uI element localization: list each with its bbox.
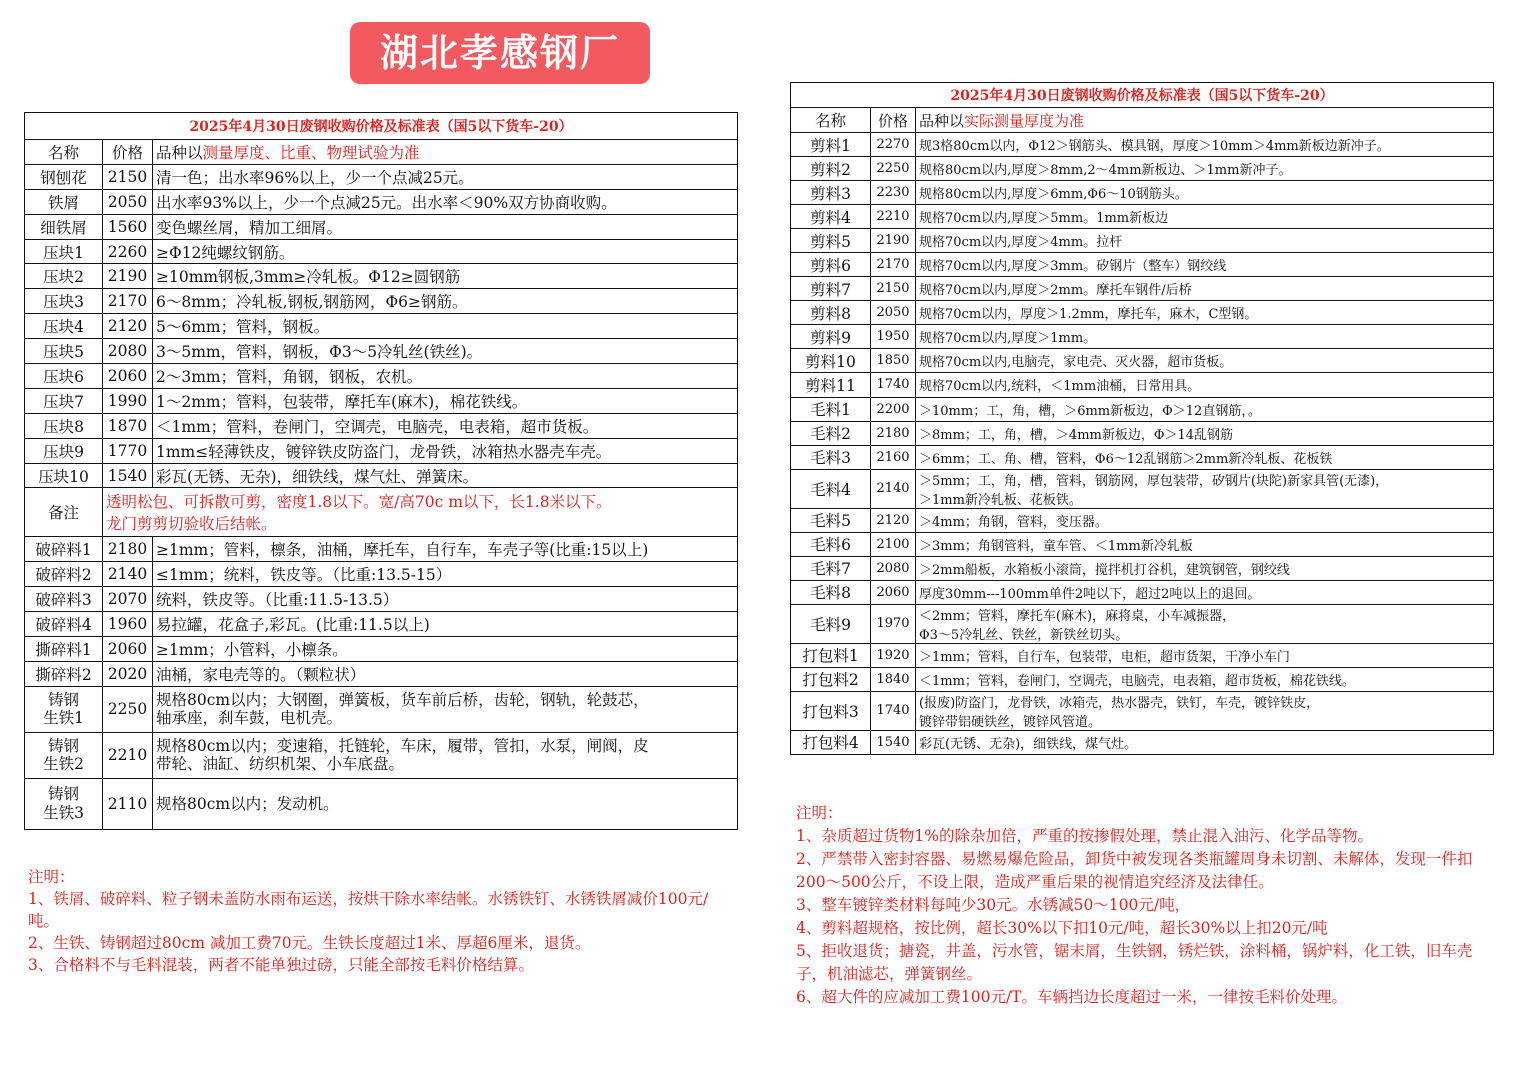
- right-table-title: 2025年4月30日废钢收购价格及标准表（国5以下货车-20）: [791, 83, 1494, 108]
- left-item-row: [25, 264, 738, 289]
- right-item-price: 2100: [871, 532, 916, 556]
- right-item-row: [791, 691, 1494, 730]
- left-cast-desc: [153, 732, 738, 778]
- left-item-desc: 6～8mm；冷轧板,钢板,钢筋网，Φ6≥钢筋。: [153, 289, 738, 314]
- right-item-row: [791, 421, 1494, 445]
- right-item-desc: 规格70cm以内，厚度＞1.2mm，摩托车，麻木，C型钢。: [916, 301, 1494, 325]
- cast-name-line: 生铁1: [43, 709, 84, 728]
- note-line: 3、合格料不与毛料混装，两者不能单独过磅，只能全部按毛料价格结算。: [28, 956, 534, 974]
- desc-line: 轴承座，刹车鼓，电机壳。: [156, 709, 343, 728]
- right-item-price: 2200: [871, 397, 916, 421]
- right-item-desc: 规3格80cm以内，Φ12＞钢筋头、模具钢，厚度＞10mm＞4mm新板边新冲子。: [916, 133, 1494, 157]
- left-item-desc: ≥10mm钢板,3mm≥冷轧板。Φ12≥圆钢筋: [153, 264, 738, 289]
- note-line: 注明：: [28, 868, 75, 886]
- cast-name-line: 生铁3: [43, 803, 84, 822]
- left-item-desc: ≥Φ12纯螺纹钢筋。: [153, 239, 738, 264]
- right-item-row: [791, 580, 1494, 604]
- left-item-row: [25, 562, 738, 587]
- right-header-price: 价格: [871, 108, 916, 133]
- left-item-name: 撕碎料1: [25, 637, 103, 662]
- cast-name-line: 生铁2: [43, 755, 84, 774]
- right-item-desc: 规格70cm以内,统料，＜1mm油桶，日常用具。: [916, 373, 1494, 397]
- right-item-row: [791, 508, 1494, 532]
- left-item-price: 2170: [103, 289, 153, 314]
- right-item-name: 剪料4: [791, 205, 871, 229]
- left-item-desc: ≤1mm；统料，铁皮等。（比重:13.5-15）: [153, 562, 738, 587]
- left-item-name: 压块9: [25, 438, 103, 463]
- desc-line: 规格80cm以内；大钢圈，弹簧板，货车前后桥，齿轮，钢轨，轮鼓芯，: [156, 690, 649, 709]
- right-item-row: [791, 730, 1494, 754]
- left-item-desc: 清一色；出水率96%以上，少一个点减25元。: [153, 164, 738, 189]
- right-item-name: 剪料6: [791, 253, 871, 277]
- left-item-desc: 出水率93%以上，少一个点减25元。出水率＜90%双方协商收购。: [153, 189, 738, 214]
- cast-name-line: 铸钢: [47, 736, 79, 755]
- left-item-name: 压块6: [25, 364, 103, 389]
- right-item-desc: ＜1mm；管料，卷闸门，空调壳，电脑壳，电表箱，超市货板，棉花铁线。: [916, 667, 1494, 691]
- right-item-name: 剪料5: [791, 229, 871, 253]
- right-item-price: 2150: [871, 277, 916, 301]
- right-item-desc: ＞3mm；角钢管料，童车管、＜1mm新冷轧板: [916, 532, 1494, 556]
- right-item-name: 剪料11: [791, 373, 871, 397]
- left-item-name: 压块1: [25, 239, 103, 264]
- right-item-desc: 规格70cm以内,厚度＞2mm。摩托车钢件/后桥: [916, 277, 1494, 301]
- desc-line: Φ3～5冷轧丝、铁丝，新铁丝切头。: [919, 627, 1129, 643]
- desc-line: 镀锌带铝硬铁丝，镀锌风管道。: [919, 714, 1102, 730]
- left-remark-label: 备注: [25, 488, 103, 537]
- desc-line: 规格80cm以内；发动机。: [156, 794, 339, 813]
- right-item-price: 2210: [871, 205, 916, 229]
- left-item-row: [25, 661, 738, 686]
- right-item-name: 毛料5: [791, 508, 871, 532]
- note-line: 4、剪料超规格，按比例，超长30%以下扣10元/吨，超长30%以上扣20元/吨: [796, 919, 1328, 937]
- right-item-name: 打包料4: [791, 730, 871, 754]
- right-item-desc: ＞4mm；角钢，管料，变压器。: [916, 508, 1494, 532]
- left-table-title: 2025年4月30日废钢收购价格及标准表（国5以下货车-20）: [25, 113, 738, 140]
- right-item-desc: 彩瓦(无锈、无杂)，细铁线，煤气灶。: [916, 730, 1494, 754]
- right-item-price: 2120: [871, 508, 916, 532]
- left-cast-row: [25, 686, 738, 732]
- left-cast-price: 2210: [103, 732, 153, 778]
- left-cast-desc: [153, 686, 738, 732]
- left-item-desc: 彩瓦(无锈、无杂)，细铁线，煤气灶、弹簧床。: [153, 463, 738, 488]
- left-item-desc: ≥1mm；管料，檩条，油桶，摩托车，自行车，车壳子等(比重:15以上): [153, 537, 738, 562]
- right-item-row: [791, 301, 1494, 325]
- left-item-price: 1540: [103, 463, 153, 488]
- left-item-price: 2070: [103, 587, 153, 612]
- right-item-price: 2060: [871, 580, 916, 604]
- left-item-row: [25, 388, 738, 413]
- left-remark-row: [25, 488, 738, 537]
- left-item-name: 压块10: [25, 463, 103, 488]
- right-item-name: 毛料6: [791, 532, 871, 556]
- left-item-name: 撕碎料2: [25, 661, 103, 686]
- right-item-row: [791, 277, 1494, 301]
- desc-line: 龙门剪剪切验收后结帐。: [106, 515, 277, 534]
- left-item-desc: 1mm≤轻薄铁皮，镀锌铁皮防盗门，龙骨铁，冰箱热水器壳车壳。: [153, 438, 738, 463]
- right-item-name: 毛料9: [791, 604, 871, 643]
- left-item-desc: ≥1mm；小管料，小檩条。: [153, 637, 738, 662]
- left-item-price: 2050: [103, 189, 153, 214]
- left-item-row: [25, 314, 738, 339]
- right-item-row: [791, 469, 1494, 508]
- right-item-price: 1850: [871, 349, 916, 373]
- right-item-name: 剪料2: [791, 157, 871, 181]
- right-item-desc: 规格70cm以内,厚度＞5mm。1mm新板边: [916, 205, 1494, 229]
- right-price-table: [790, 82, 1494, 755]
- left-item-price: 2120: [103, 314, 153, 339]
- right-item-price: 1920: [871, 643, 916, 667]
- desc-line: 透明松包、可拆散可剪，密度1.8以下。宽/高70c m以下，长1.8米以下。: [106, 493, 612, 512]
- right-item-desc: ＞10mm；工，角，槽，＞6mm新板边，Φ＞12直钢筋，。: [916, 397, 1494, 421]
- desc-line: 带轮、油缸、纺织机架、小车底盘。: [156, 755, 405, 774]
- right-item-desc: ＞6mm；工、角、槽，管料，Φ6～12乱钢筋＞2mm新冷轧板、花板铁: [916, 445, 1494, 469]
- right-item-desc: 规格70cm以内,厚度＞4mm。拉杆: [916, 229, 1494, 253]
- right-item-price: 2140: [871, 469, 916, 508]
- left-item-name: 压块4: [25, 314, 103, 339]
- left-item-row: [25, 364, 738, 389]
- left-item-name: 压块3: [25, 289, 103, 314]
- right-item-name: 毛料8: [791, 580, 871, 604]
- right-item-price: 2190: [871, 229, 916, 253]
- right-item-name: 打包料1: [791, 643, 871, 667]
- left-header-desc-red: 测量厚度、比重、物理试验为准: [202, 143, 420, 162]
- left-item-row: [25, 537, 738, 562]
- left-item-desc: 油桶，家电壳等的。（颗粒状）: [153, 661, 738, 686]
- right-item-name: 剪料8: [791, 301, 871, 325]
- right-item-price: 1740: [871, 373, 916, 397]
- right-item-row: [791, 643, 1494, 667]
- desc-line: 规格80cm以内；变速箱，托链轮，车床，履带，管扣，水泵，闸阀，皮: [156, 736, 649, 755]
- right-item-price: 2180: [871, 421, 916, 445]
- left-item-price: 2180: [103, 537, 153, 562]
- left-item-row: [25, 612, 738, 637]
- desc-line: (报废)防盗门，龙骨铁，冰箱壳，热水器壳，铁钉，车壳，镀锌铁皮，: [919, 695, 1320, 711]
- right-item-row: [791, 325, 1494, 349]
- right-item-name: 剪料7: [791, 277, 871, 301]
- left-item-price: 2060: [103, 364, 153, 389]
- left-item-row: [25, 438, 738, 463]
- left-item-name: 压块5: [25, 339, 103, 364]
- desc-line: ＞1mm新冷轧板、花板铁。: [919, 492, 1082, 508]
- left-header-price: 价格: [103, 140, 153, 165]
- left-item-price: 1770: [103, 438, 153, 463]
- right-item-price: 2160: [871, 445, 916, 469]
- left-cast-name: [25, 686, 103, 732]
- right-item-name: 剪料1: [791, 133, 871, 157]
- right-item-name: 剪料9: [791, 325, 871, 349]
- right-item-row: [791, 397, 1494, 421]
- left-item-price: 1990: [103, 388, 153, 413]
- right-header-desc-red: 实际测量厚度为准: [964, 111, 1085, 130]
- left-item-desc: 1～2mm；管料，包装带，摩托车(麻木)，棉花铁线。: [153, 388, 738, 413]
- left-item-price: 2080: [103, 339, 153, 364]
- note-line: 1、铁屑、破碎料、粒子钢未盖防水雨布运送，按烘干除水率结帐。水锈铁钉、水锈铁屑减价100元/吨。: [28, 890, 709, 930]
- left-cast-price: 2110: [103, 778, 153, 829]
- right-item-name: 剪料3: [791, 181, 871, 205]
- note-line: 注明：: [796, 804, 843, 822]
- right-item-price: 1950: [871, 325, 916, 349]
- right-item-price: 2170: [871, 253, 916, 277]
- left-cast-row: [25, 778, 738, 829]
- right-item-desc: 规格70cm以内,电脑壳，家电壳、灭火器，超市货板。: [916, 349, 1494, 373]
- right-item-name: 剪料10: [791, 349, 871, 373]
- left-cast-name: [25, 732, 103, 778]
- left-price-table: [24, 112, 738, 830]
- right-item-row: [791, 445, 1494, 469]
- right-item-price: 2230: [871, 181, 916, 205]
- right-item-name: 毛料1: [791, 397, 871, 421]
- right-item-name: 打包料3: [791, 691, 871, 730]
- left-item-desc: 3～5mm，管料，钢板，Φ3～5冷轧丝(铁丝)。: [153, 339, 738, 364]
- left-item-price: 1870: [103, 413, 153, 438]
- right-item-desc: 规格80cm以内,厚度＞8mm,2～4mm新板边、＞1mm新冲子。: [916, 157, 1494, 181]
- left-item-desc: 5～6mm；管料，钢板。: [153, 314, 738, 339]
- right-notes: [796, 802, 1491, 1009]
- left-item-name: 压块8: [25, 413, 103, 438]
- left-notes: [28, 866, 733, 976]
- desc-line: ＜2mm；管料，摩托车(麻木)，麻将桌，小车减振器，: [919, 608, 1236, 624]
- right-header-desc: [916, 108, 1494, 133]
- left-item-row: [25, 413, 738, 438]
- note-line: 5、拒收退货；搪瓷，井盖，污水管，锯末屑，生铁钢，锈烂铁，涂料桶，锅炉料，化工铁，旧车壳子，机油滤芯，弹簧钢丝。: [796, 942, 1473, 983]
- left-item-price: 2260: [103, 239, 153, 264]
- right-item-name: 毛料3: [791, 445, 871, 469]
- left-item-row: [25, 587, 738, 612]
- right-item-price: 1740: [871, 691, 916, 730]
- right-item-name: 毛料2: [791, 421, 871, 445]
- right-item-desc: ＞1mm；管料，自行车，包装带，电柜，超市货架，干净小车门: [916, 643, 1494, 667]
- right-item-price: 1840: [871, 667, 916, 691]
- right-item-desc: [916, 469, 1494, 508]
- left-item-name: 钢刨花: [25, 164, 103, 189]
- right-item-row: [791, 181, 1494, 205]
- right-item-row: [791, 349, 1494, 373]
- note-line: 1、杂质超过货物1%的除杂加倍，严重的按掺假处理，禁止混入油污、化学品等物。: [796, 827, 1373, 845]
- left-item-row: [25, 164, 738, 189]
- right-item-price: 2270: [871, 133, 916, 157]
- right-item-desc: ＞8mm；工，角，槽，＞4mm新板边，Φ＞14乱钢筋: [916, 421, 1494, 445]
- left-cast-name: [25, 778, 103, 829]
- right-item-desc: ＞2mm船板，水箱板小滚筒，搅拌机打谷机，建筑钢管，钢绞线: [916, 556, 1494, 580]
- left-cast-desc: [153, 778, 738, 829]
- right-item-row: [791, 253, 1494, 277]
- right-item-desc: 规格80cm以内,厚度＞6mm,Φ6～10钢筋头。: [916, 181, 1494, 205]
- left-item-row: [25, 463, 738, 488]
- cast-name-line: 铸钢: [47, 690, 79, 709]
- left-item-desc: 变色螺丝屑，精加工细屑。: [153, 214, 738, 239]
- desc-line: ＞5mm；工，角，槽，管料，钢筋网，厚包装带，矽钢片(块陀)新家具管(无漆)，: [919, 473, 1389, 489]
- left-item-name: 细铁屑: [25, 214, 103, 239]
- left-cast-price: 2250: [103, 686, 153, 732]
- left-header-name: 名称: [25, 140, 103, 165]
- right-item-price: 2080: [871, 556, 916, 580]
- cast-name-line: 铸钢: [47, 785, 79, 804]
- note-line: 2、严禁带入密封容器、易燃易爆危险品，卸货中被发现各类瓶罐周身未切割、未解体，发现一件扣200～500公斤，不设上限，造成严重后果的视情追究经济及法律任。: [796, 850, 1473, 891]
- left-item-name: 压块7: [25, 388, 103, 413]
- left-item-price: 2020: [103, 661, 153, 686]
- left-item-row: [25, 189, 738, 214]
- left-item-row: [25, 637, 738, 662]
- left-item-price: 1560: [103, 214, 153, 239]
- left-item-desc: 易拉罐，花盒子,彩瓦。(比重:11.5以上): [153, 612, 738, 637]
- left-item-name: 破碎料1: [25, 537, 103, 562]
- right-item-row: [791, 373, 1494, 397]
- left-item-price: 2060: [103, 637, 153, 662]
- left-header-desc: [153, 140, 738, 165]
- right-item-row: [791, 667, 1494, 691]
- right-item-desc: 规格70cm以内,厚度＞3mm。矽钢片（整车）钢绞线: [916, 253, 1494, 277]
- right-item-desc: 规格70cm以内,厚度＞1mm。: [916, 325, 1494, 349]
- right-item-row: [791, 604, 1494, 643]
- right-item-row: [791, 133, 1494, 157]
- left-cast-row: [25, 732, 738, 778]
- right-item-desc: 厚度30mm---100mm单件2吨以下，超过2吨以上的退回。: [916, 580, 1494, 604]
- left-item-row: [25, 289, 738, 314]
- left-item-desc: 统料，铁皮等。（比重:11.5-13.5）: [153, 587, 738, 612]
- right-item-desc: [916, 691, 1494, 730]
- left-item-desc: ＜1mm；管料，卷闸门，空调壳，电脑壳，电表箱，超市货板。: [153, 413, 738, 438]
- right-item-desc: [916, 604, 1494, 643]
- left-item-row: [25, 339, 738, 364]
- left-item-name: 破碎料4: [25, 612, 103, 637]
- left-item-name: 破碎料3: [25, 587, 103, 612]
- left-item-name: 压块2: [25, 264, 103, 289]
- left-item-price: 1960: [103, 612, 153, 637]
- right-header-desc-prefix: 品种以: [919, 111, 965, 130]
- right-item-row: [791, 532, 1494, 556]
- right-item-row: [791, 157, 1494, 181]
- left-item-price: 2140: [103, 562, 153, 587]
- right-item-price: 1540: [871, 730, 916, 754]
- right-item-row: [791, 556, 1494, 580]
- right-item-name: 毛料7: [791, 556, 871, 580]
- right-item-price: 2050: [871, 301, 916, 325]
- left-remark-text: [103, 488, 738, 537]
- left-item-name: 破碎料2: [25, 562, 103, 587]
- left-item-name: 铁屑: [25, 189, 103, 214]
- left-header-desc-prefix: 品种以: [156, 143, 203, 162]
- right-item-price: 1970: [871, 604, 916, 643]
- right-item-name: 打包料2: [791, 667, 871, 691]
- left-item-price: 2190: [103, 264, 153, 289]
- note-line: 6、超大件的应减加工费100元/T。车辆挡边长度超过一米，一律按毛料价处理。: [796, 988, 1348, 1006]
- left-item-row: [25, 239, 738, 264]
- left-item-row: [25, 214, 738, 239]
- right-item-row: [791, 205, 1494, 229]
- right-item-price: 2250: [871, 157, 916, 181]
- right-item-row: [791, 229, 1494, 253]
- note-line: 3、整车镀锌类材料每吨少30元。水锈减50～100元/吨，: [796, 896, 1191, 914]
- note-line: 2、生铁、铸钢超过80cm 减加工费70元。生铁长度超过1米、厚超6厘米，退货。: [28, 934, 591, 952]
- banner-title: 湖北孝感钢厂: [350, 22, 650, 84]
- right-item-name: 毛料4: [791, 469, 871, 508]
- left-item-desc: 2～3mm；管料，角钢，钢板，农机。: [153, 364, 738, 389]
- left-item-price: 2150: [103, 164, 153, 189]
- right-header-name: 名称: [791, 108, 871, 133]
